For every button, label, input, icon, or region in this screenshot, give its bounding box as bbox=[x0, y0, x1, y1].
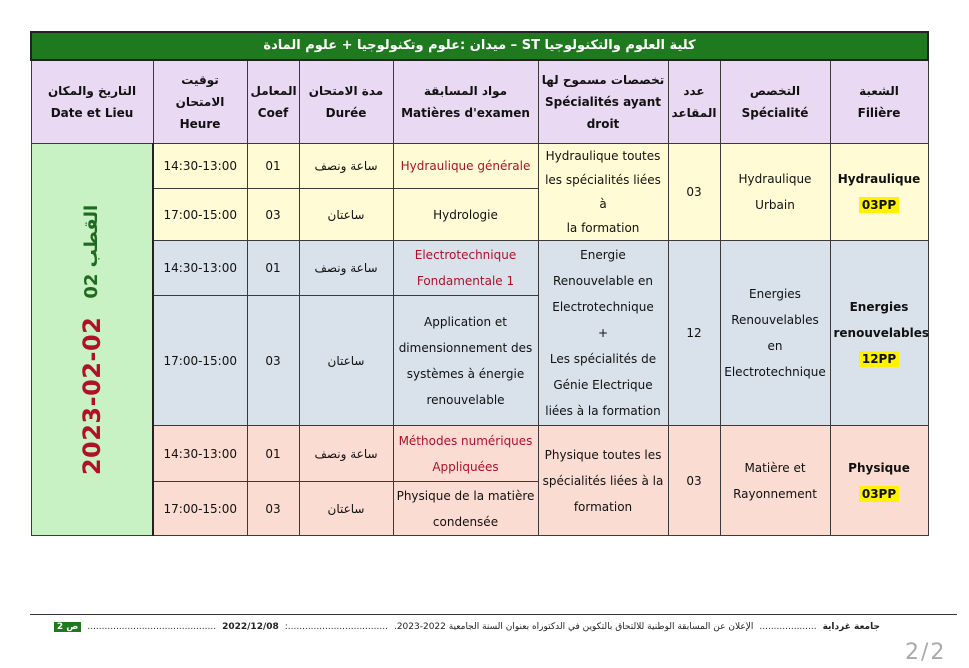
places-code-badge: 12PP bbox=[859, 351, 899, 367]
specialite-cell: Matière et Rayonnement bbox=[720, 426, 830, 536]
exam-schedule-table bbox=[30, 31, 929, 536]
header-matieres: مواد المسابقة Matières d'examen bbox=[393, 60, 538, 144]
coef-cell: 01 bbox=[247, 144, 299, 189]
time-cell: 17:00-15:00 bbox=[153, 482, 247, 536]
coef-cell: 03 bbox=[247, 189, 299, 241]
sieges-cell: 12 bbox=[668, 241, 720, 426]
sieges-cell: 03 bbox=[668, 426, 720, 536]
specialite-cell: Energies Renouvelables en Electrotechnique bbox=[720, 241, 830, 426]
time-cell: 14:30-13:00 bbox=[153, 426, 247, 482]
date-place-cell bbox=[31, 144, 153, 536]
time-cell: 17:00-15:00 bbox=[153, 296, 247, 426]
places-code-badge: 03PP bbox=[859, 486, 899, 502]
matiere-cell: Application et dimensionnement des systèmes à énergie renouvelable bbox=[393, 296, 538, 426]
matiere-cell: Physique de la matière condensée bbox=[393, 482, 538, 536]
footer-dots: .................... bbox=[759, 622, 817, 632]
footer-announcement: الإعلان عن المسابقة الوطنية للالتحاق بالتكوين في الدكتوراه بعنوان السنة الجامعية 2022-2023. bbox=[393, 622, 754, 632]
header-specialites-droit: تخصصات مسموح لها Spécialités ayant droit bbox=[538, 60, 668, 144]
coef-cell: 01 bbox=[247, 241, 299, 296]
footer-page-badge: ص 2 bbox=[54, 622, 82, 632]
footer-university: جامعة غرداية bbox=[822, 622, 880, 632]
footer-dots: ............................................. bbox=[87, 622, 217, 632]
specialites-droit-cell: Energie Renouvelable en Electrotechnique + Les spécialités de Génie Electrique liées à la formation bbox=[538, 241, 668, 426]
coef-cell: 03 bbox=[247, 482, 299, 536]
filiere-cell: Hydraulique 03PP bbox=[830, 144, 928, 241]
header-specialite: التخصص Spécialité bbox=[720, 60, 830, 144]
footer-divider bbox=[30, 614, 957, 615]
duree-cell: ساعة ونصف bbox=[299, 241, 393, 296]
header-filiere: الشعبة Filière bbox=[830, 60, 928, 144]
header-coef: المعامل Coef bbox=[247, 60, 299, 144]
time-cell: 17:00-15:00 bbox=[153, 189, 247, 241]
exam-place: القطب 02 bbox=[80, 204, 102, 299]
page-indicator: 2/2 bbox=[905, 640, 947, 665]
specialites-droit-cell: Hydraulique toutes les spécialités liées à la formation bbox=[538, 144, 668, 241]
places-code-badge: 03PP bbox=[859, 197, 899, 213]
matiere-cell: Méthodes numériques Appliquées bbox=[393, 426, 538, 482]
footer-date: 2022/12/08 bbox=[222, 622, 279, 632]
filiere-cell: Physique 03PP bbox=[830, 426, 928, 536]
specialites-droit-cell: Physique toutes les spécialités liées à la formation bbox=[538, 426, 668, 536]
footer bbox=[30, 622, 880, 632]
duree-cell: ساعتان bbox=[299, 296, 393, 426]
header-duree: مدة الامتحان Durée bbox=[299, 60, 393, 144]
coef-cell: 01 bbox=[247, 426, 299, 482]
duree-cell: ساعتان bbox=[299, 189, 393, 241]
sieges-cell: 03 bbox=[668, 144, 720, 241]
matiere-cell: Hydrologie bbox=[393, 189, 538, 241]
header-time: توقيت الامتحان Heure bbox=[153, 60, 247, 144]
time-cell: 14:30-13:00 bbox=[153, 241, 247, 296]
header-date: التاريخ والمكان Date et Lieu bbox=[31, 60, 153, 144]
filiere-cell: Energies renouvelables 12PP bbox=[830, 241, 928, 426]
duree-cell: ساعة ونصف bbox=[299, 144, 393, 189]
specialite-cell: Hydraulique Urbain bbox=[720, 144, 830, 241]
footer-dots: ...................................: bbox=[284, 622, 388, 632]
duree-cell: ساعتان bbox=[299, 482, 393, 536]
coef-cell: 03 bbox=[247, 296, 299, 426]
exam-date: 2023-02-02 bbox=[77, 316, 106, 475]
time-cell: 14:30-13:00 bbox=[153, 144, 247, 189]
duree-cell: ساعة ونصف bbox=[299, 426, 393, 482]
header-sieges: عدد المقاعد bbox=[668, 60, 720, 144]
matiere-cell: Electrotechnique Fondamentale 1 bbox=[393, 241, 538, 296]
faculty-banner: كلية العلوم والتكنولوجيا ST – ميدان :علوم وتكنولوجيا + علوم المادة bbox=[31, 32, 928, 60]
matiere-cell: Hydraulique générale bbox=[393, 144, 538, 189]
